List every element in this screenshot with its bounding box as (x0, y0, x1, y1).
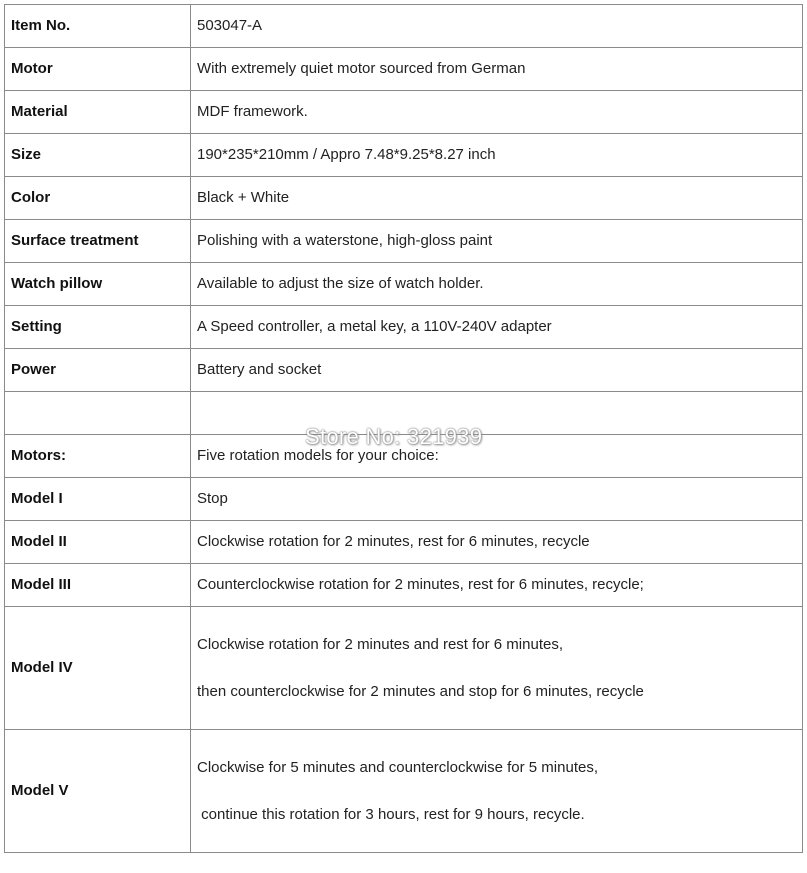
table-row (5, 521, 803, 564)
row-value (191, 730, 803, 853)
table-row (5, 177, 803, 220)
row-label: Motors: (5, 435, 191, 478)
table-row (5, 564, 803, 607)
row-label: Model II (5, 521, 191, 564)
row-value (191, 392, 803, 435)
row-value-line: Clockwise rotation for 2 minutes and rest for 6 minutes, (197, 635, 563, 653)
row-value: Polishing with a waterstone, high-gloss paint (191, 220, 803, 263)
row-value: Available to adjust the size of watch holder. (191, 263, 803, 306)
table-row (5, 730, 803, 853)
row-value: 190*235*210mm / Appro 7.48*9.25*8.27 inch (191, 134, 803, 177)
row-value: Five rotation models for your choice: (191, 435, 803, 478)
row-label: Motor (5, 48, 191, 91)
row-label: Size (5, 134, 191, 177)
row-value: Black + White (191, 177, 803, 220)
row-value: Counterclockwise rotation for 2 minutes, rest for 6 minutes, recycle; (191, 564, 803, 607)
row-label: Model V (5, 730, 191, 853)
row-label: Watch pillow (5, 263, 191, 306)
table-row (5, 220, 803, 263)
row-label (5, 392, 191, 435)
row-value-line: Clockwise for 5 minutes and counterclockwise for 5 minutes, (197, 758, 599, 776)
row-value: A Speed controller, a metal key, a 110V-240V adapter (191, 306, 803, 349)
row-value: MDF framework. (191, 91, 803, 134)
table-row (5, 134, 803, 177)
row-value: 503047-A (191, 5, 803, 48)
table-row (5, 263, 803, 306)
row-label: Color (5, 177, 191, 220)
table-row (5, 48, 803, 91)
table-row (5, 91, 803, 134)
row-value-line: continue this rotation for 3 hours, rest for 9 hours, recycle. (197, 805, 585, 823)
table-row (5, 306, 803, 349)
row-label: Setting (5, 306, 191, 349)
row-value: Battery and socket (191, 349, 803, 392)
row-label: Item No. (5, 5, 191, 48)
store-watermark: Store No: 321939 (305, 424, 483, 449)
table-row (5, 607, 803, 730)
row-label: Surface treatment (5, 220, 191, 263)
row-label: Power (5, 349, 191, 392)
row-value: With extremely quiet motor sourced from German (191, 48, 803, 91)
row-label: Model I (5, 478, 191, 521)
row-label: Material (5, 91, 191, 134)
row-value: Stop (191, 478, 803, 521)
table-row (5, 478, 803, 521)
row-value: Clockwise rotation for 2 minutes, rest for 6 minutes, recycle (191, 521, 803, 564)
table-row (5, 349, 803, 392)
row-value (191, 607, 803, 730)
row-label: Model IV (5, 607, 191, 730)
table-row (5, 5, 803, 48)
row-value-line: then counterclockwise for 2 minutes and stop for 6 minutes, recycle (197, 682, 644, 700)
row-label: Model III (5, 564, 191, 607)
